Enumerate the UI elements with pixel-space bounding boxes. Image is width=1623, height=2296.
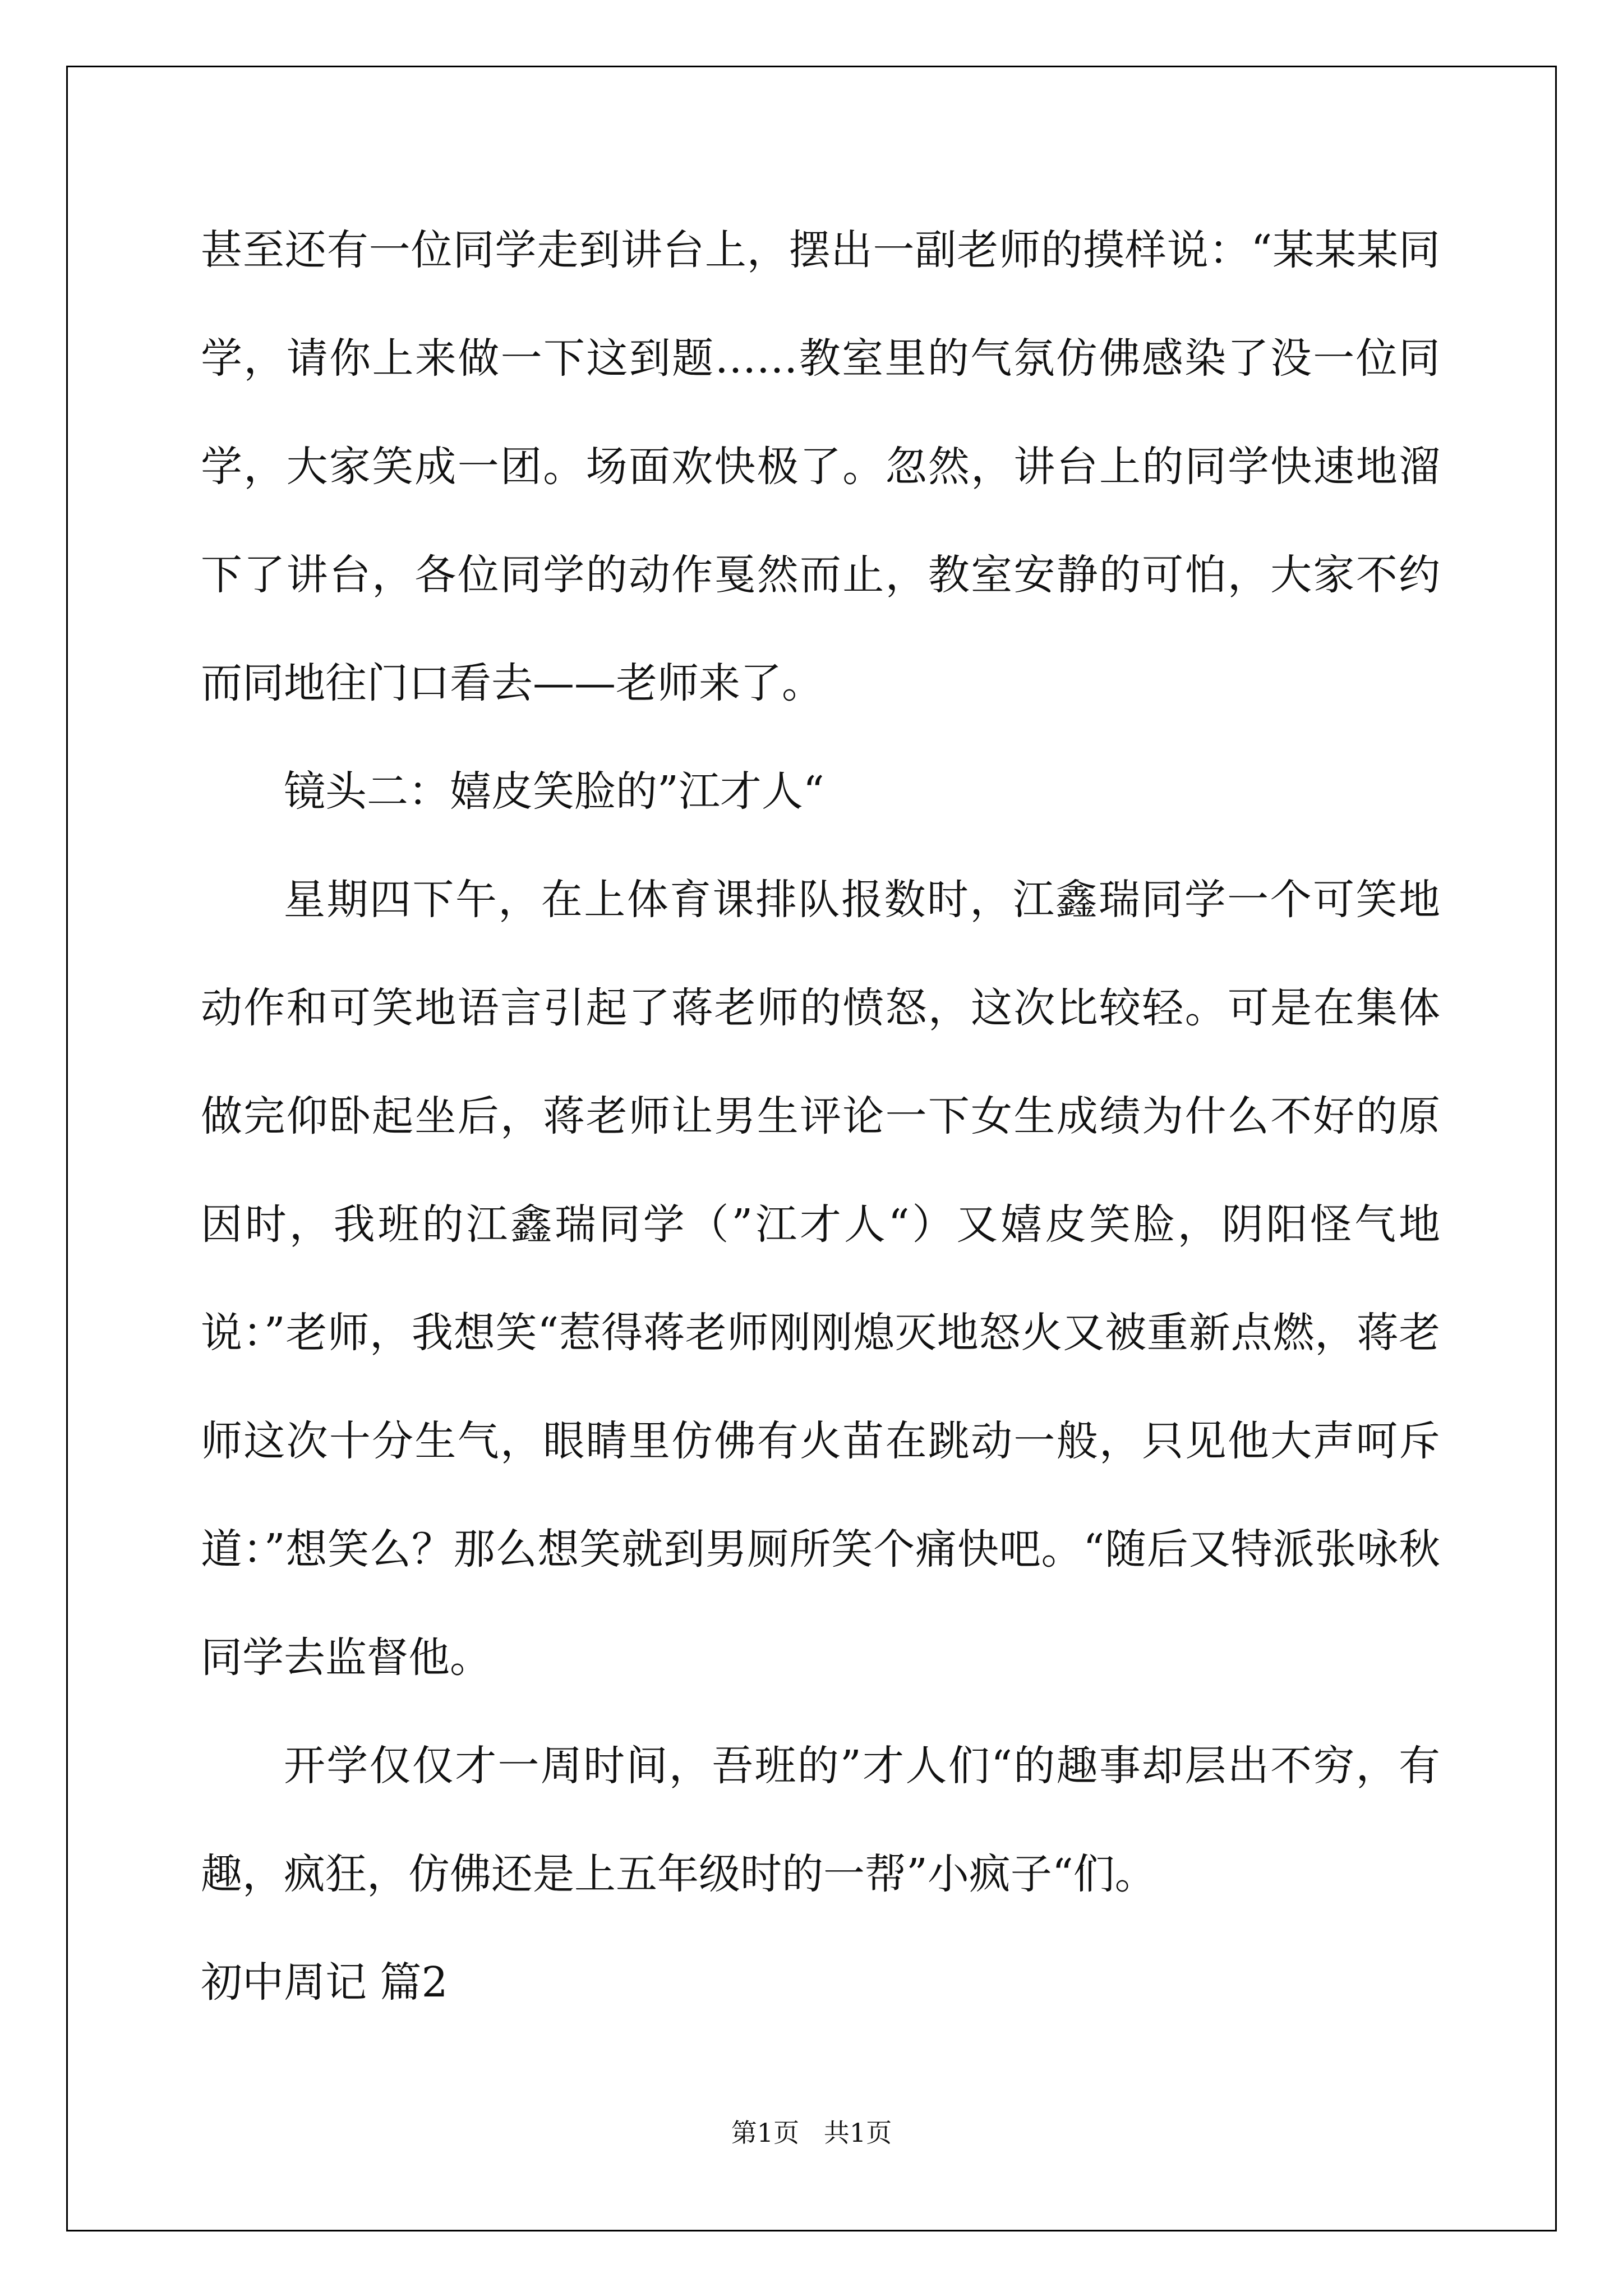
paragraph-subheading: 镜头二：嬉皮笑脸的”江才人“ <box>284 767 824 816</box>
paragraph-story: 星期四下午，在上体育课排队报数时，江鑫瑞同学一个可笑地动作和可笑地语言引起了蒋老师的愤怒，这次比较轻。可是在集体做完仰卧起坐后，蒋老师让男生评论一下女生成绩为什么不好的原因时，我班的江鑫瑞同学（”江才人“）又嬉皮笑脸，阴阳怪气地说：”老师，我想笑“惹得蒋老师刚刚熄灭地怒火又被重新点燃，蒋老师这次十分生气，眼睛里仿佛有火苗在跳动一般，只见他大声呵斥道：”想笑么？那么想笑就到男厕所笑个痛快吧。“随后又特派张咏秋同学去监督他。 <box>201 876 1440 1682</box>
section-heading: 初中周记 篇2 <box>201 1958 448 2007</box>
page-footer: 第1页 共1页 <box>731 2118 892 2148</box>
paragraph-conclusion: 开学仅仅才一周时间，吾班的”才人们“的趣事却层出不穷，有趣，疯狂，仿佛还是上五年级时的一帮”小疯子“们。 <box>201 1742 1440 1898</box>
document-body <box>201 196 1440 2037</box>
paragraph-continuation: 甚至还有一位同学走到讲台上，摆出一副老师的摸样说：“某某某同学，请你上来做一下这到题……教室里的气氛仿佛感染了没一位同学，大家笑成一团。场面欢快极了。忽然，讲台上的同学快速地溜下了讲台，各位同学的动作戛然而止，教室安静的可怕，大家不约而同地往门口看去——老师来了。 <box>201 226 1440 707</box>
